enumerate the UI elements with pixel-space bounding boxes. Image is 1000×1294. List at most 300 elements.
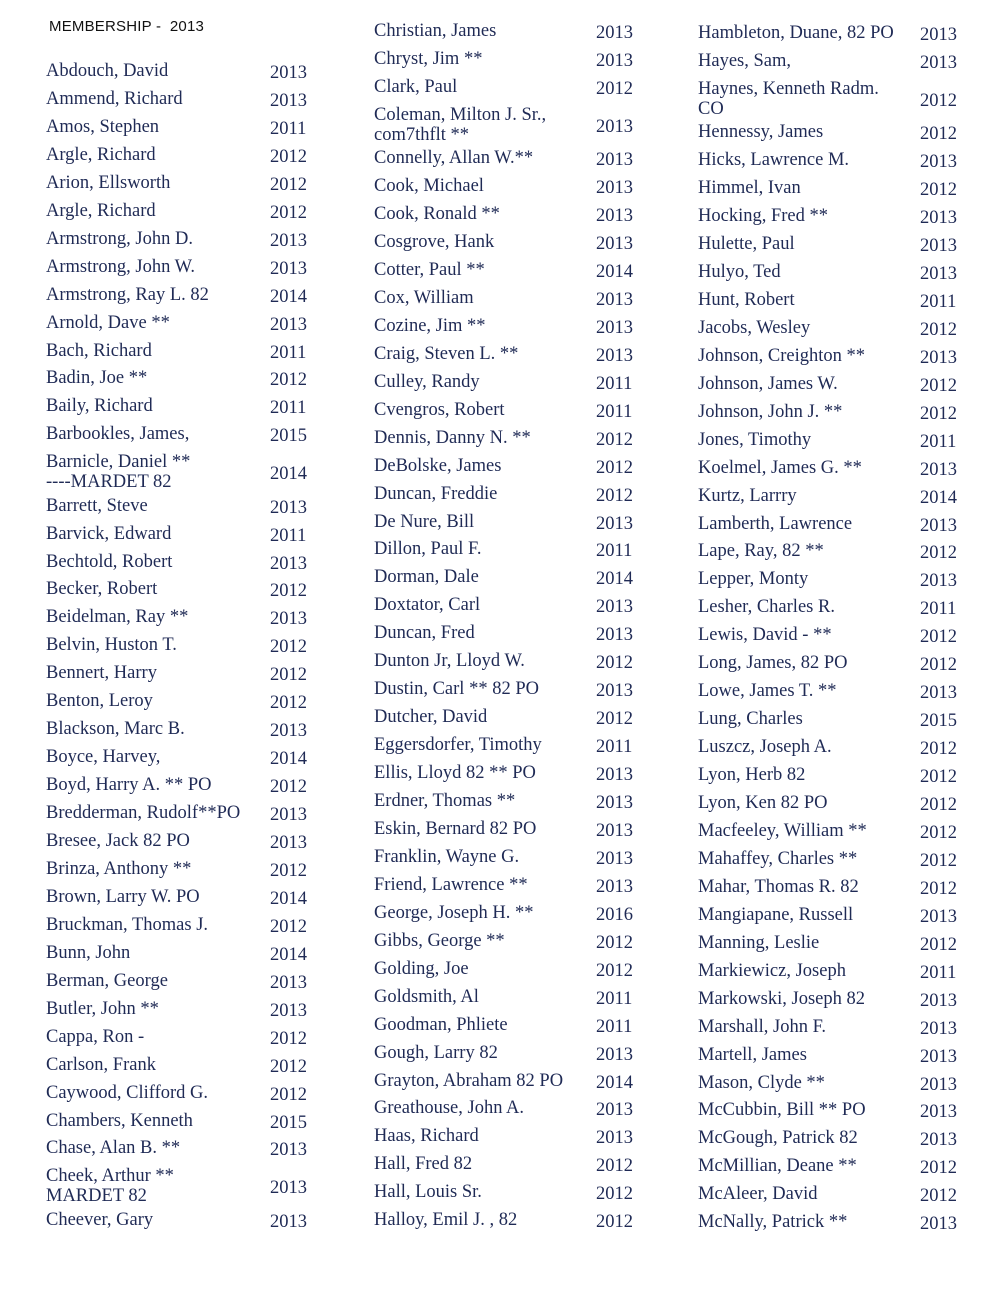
- member-name: Dorman, Dale: [374, 567, 479, 588]
- member-name: Mahaffey, Charles **: [698, 848, 858, 869]
- member-year: 2011: [596, 541, 633, 562]
- member-entry: [46, 774, 320, 802]
- member-year: 2013: [596, 116, 633, 137]
- member-entry: [46, 284, 320, 312]
- member-year: 2014: [596, 1072, 633, 1093]
- member-year: 2012: [270, 637, 307, 658]
- member-year: 2012: [270, 146, 307, 167]
- member-name: Chryst, Jim **: [374, 48, 483, 69]
- member-year: 2013: [270, 314, 307, 335]
- member-entry: [374, 511, 646, 539]
- member-entry: [46, 858, 320, 886]
- member-entry: [698, 289, 970, 317]
- member-name: Clark, Paul: [374, 76, 458, 97]
- member-entry: [46, 886, 320, 914]
- member-year: 2013: [270, 1178, 307, 1199]
- member-year: 2012: [596, 78, 633, 99]
- member-name: Lung, Charles: [698, 709, 803, 730]
- member-name: Long, James, 82 PO: [698, 653, 848, 674]
- member-year: 2013: [920, 236, 957, 257]
- member-year: 2012: [920, 739, 957, 760]
- member-name: Doxtator, Carl: [374, 595, 481, 616]
- member-name: Boyd, Harry A. ** PO: [46, 775, 212, 796]
- member-entry: [46, 340, 320, 368]
- member-year: 2014: [270, 749, 307, 770]
- member-entry: [46, 172, 320, 200]
- member-name: Cotter, Paul **: [374, 259, 485, 280]
- member-year: 2013: [920, 52, 957, 73]
- member-entry: [46, 256, 320, 284]
- member-name: Blackson, Marc B.: [46, 719, 185, 740]
- member-name: Hennessy, James: [698, 122, 824, 143]
- member-entry: [374, 818, 646, 846]
- member-year: 2013: [596, 820, 633, 841]
- member-year: 2013: [596, 876, 633, 897]
- member-year: 2013: [596, 206, 633, 227]
- member-year: 2011: [270, 342, 307, 363]
- member-entry: [46, 495, 320, 523]
- member-name: Cosgrove, Hank: [374, 232, 495, 253]
- member-name: Hunt, Robert: [698, 289, 795, 310]
- member-year: 2015: [270, 1112, 307, 1133]
- member-year: 2012: [270, 581, 307, 602]
- member-name: Armstrong, John D.: [46, 228, 193, 249]
- member-name: Gibbs, George **: [374, 930, 505, 951]
- member-entry: [698, 1127, 970, 1155]
- member-name: Boyce, Harvey,: [46, 747, 161, 768]
- member-entry: [46, 1165, 320, 1207]
- member-name: Luszcz, Joseph A.: [698, 737, 832, 758]
- member-year: 2013: [270, 609, 307, 630]
- member-year: 2013: [596, 317, 633, 338]
- member-entry: [698, 1211, 970, 1239]
- member-year: 2013: [596, 1128, 633, 1149]
- member-entry: [698, 876, 970, 904]
- member-year: 2011: [596, 1016, 633, 1037]
- member-entry: [698, 373, 970, 401]
- member-entry: [46, 802, 320, 830]
- member-entry: [46, 144, 320, 172]
- member-year: 2014: [596, 569, 633, 590]
- member-entry: [46, 718, 320, 746]
- member-year: 2012: [270, 777, 307, 798]
- member-entry: [46, 1137, 320, 1165]
- member-year: 2013: [596, 150, 633, 171]
- member-year: 2012: [596, 429, 633, 450]
- member-year: 2011: [596, 401, 633, 422]
- member-entry: [374, 175, 646, 203]
- member-name: Manning, Leslie: [698, 932, 820, 953]
- member-name: Brinza, Anthony **: [46, 858, 192, 879]
- member-name: Connelly, Allan W.**: [374, 148, 534, 169]
- member-name: Barrett, Steve: [46, 495, 148, 516]
- member-entry: [698, 1155, 970, 1183]
- member-year: 2014: [270, 286, 307, 307]
- member-name: Badin, Joe **: [46, 368, 148, 389]
- member-name: Cheever, Gary: [46, 1209, 154, 1230]
- member-year: 2012: [270, 202, 307, 223]
- member-year: 2012: [270, 860, 307, 881]
- member-name: Cappa, Ron -: [46, 1026, 145, 1047]
- member-entry: [46, 942, 320, 970]
- member-name: McNally, Patrick **: [698, 1212, 848, 1233]
- member-entry: [46, 88, 320, 116]
- member-entry: [374, 986, 646, 1014]
- member-entry: [46, 1209, 320, 1237]
- member-name: DeBolske, James: [374, 455, 502, 476]
- member-name: Jacobs, Wesley: [698, 317, 811, 338]
- member-name: Belvin, Huston T.: [46, 635, 177, 656]
- member-entry: [46, 200, 320, 228]
- member-year: 2013: [596, 178, 633, 199]
- member-entry: [46, 367, 320, 395]
- member-year: 2012: [920, 655, 957, 676]
- member-entry: [698, 568, 970, 596]
- member-entry: [46, 551, 320, 579]
- member-name: Hulyo, Ted: [698, 261, 781, 282]
- member-entry: [46, 606, 320, 634]
- member-year: 2011: [920, 962, 957, 983]
- member-year: 2013: [920, 152, 957, 173]
- member-year: 2013: [270, 230, 307, 251]
- member-entry: [46, 312, 320, 340]
- member-name: Abdouch, David: [46, 61, 169, 81]
- member-name: Lamberth, Lawrence: [698, 513, 853, 534]
- member-year: 2013: [596, 513, 633, 534]
- member-entry: [374, 147, 646, 175]
- member-year: 2014: [270, 888, 307, 909]
- member-year: 2015: [270, 426, 307, 447]
- member-year: 2012: [920, 1158, 957, 1179]
- member-name: Hocking, Fred **: [698, 206, 828, 227]
- member-year: 2011: [920, 431, 957, 452]
- member-name: Lepper, Monty: [698, 569, 809, 590]
- member-year: 2012: [920, 878, 957, 899]
- member-name: McCubbin, Bill ** PO: [698, 1100, 866, 1121]
- member-year: 2013: [596, 23, 633, 43]
- member-entry: [698, 988, 970, 1016]
- member-name: Mason, Clyde **: [698, 1072, 825, 1093]
- member-year: 2012: [920, 767, 957, 788]
- member-name: McAleer, David: [698, 1184, 818, 1205]
- member-entry: [46, 746, 320, 774]
- member-entry: [698, 149, 970, 177]
- member-entry: [46, 1026, 320, 1054]
- member-year: 2014: [596, 261, 633, 282]
- member-name: Markowski, Joseph 82: [698, 988, 866, 1009]
- member-year: 2012: [270, 1028, 307, 1049]
- member-name: McMillian, Deane **: [698, 1156, 857, 1177]
- member-name: Duncan, Fred: [374, 623, 475, 644]
- member-entry: [374, 930, 646, 958]
- member-name: Chase, Alan B. **: [46, 1138, 181, 1159]
- member-year: 2013: [270, 1000, 307, 1021]
- member-name: Lesher, Charles R.: [698, 597, 835, 618]
- member-name: Cheek, Arthur **: [46, 1166, 174, 1187]
- member-entry: [46, 116, 320, 144]
- member-entry: [374, 678, 646, 706]
- member-year: 2013: [270, 805, 307, 826]
- member-year: 2013: [596, 1100, 633, 1121]
- member-entry: [374, 399, 646, 427]
- member-name: Mangiapane, Russell: [698, 904, 854, 925]
- member-year: 2012: [596, 709, 633, 730]
- member-year: 2013: [596, 1044, 633, 1065]
- member-entry: [698, 513, 970, 541]
- member-name: Arion, Ellsworth: [46, 172, 171, 193]
- member-entry: [46, 970, 320, 998]
- member-name: Kurtz, Larrry: [698, 485, 797, 506]
- member-year: 2013: [920, 571, 957, 592]
- member-year: 2012: [920, 1186, 957, 1207]
- member-entry: [46, 690, 320, 718]
- member-year: 2011: [596, 988, 633, 1009]
- member-year: 2013: [596, 345, 633, 366]
- member-entry: [374, 1014, 646, 1042]
- member-name: Gough, Larry 82: [374, 1042, 498, 1063]
- member-entry: [698, 177, 970, 205]
- member-name: Caywood, Clifford G.: [46, 1082, 209, 1103]
- member-entry: [374, 622, 646, 650]
- member-year: 2013: [920, 1130, 957, 1151]
- member-year: 2012: [920, 375, 957, 396]
- member-entry: [698, 708, 970, 736]
- member-entry: [698, 1016, 970, 1044]
- member-year: 2012: [596, 485, 633, 506]
- member-year: 2013: [596, 597, 633, 618]
- member-name: Benton, Leroy: [46, 691, 153, 712]
- member-name: Grayton, Abraham 82 PO: [374, 1070, 564, 1091]
- member-name: Himmel, Ivan: [698, 178, 801, 199]
- member-entry: [374, 427, 646, 455]
- member-name-continued: MARDET 82: [46, 1186, 147, 1207]
- member-name: Argle, Richard: [46, 144, 156, 165]
- member-year: 2013: [596, 681, 633, 702]
- member-name: Golding, Joe: [374, 958, 469, 979]
- member-year: 2013: [920, 1102, 957, 1123]
- member-name: De Nure, Bill: [374, 511, 475, 532]
- member-entry: [698, 429, 970, 457]
- member-year: 2013: [920, 208, 957, 229]
- member-year: 2011: [920, 599, 957, 620]
- member-year: 2013: [920, 990, 957, 1011]
- member-year: 2012: [920, 180, 957, 201]
- member-name: Arnold, Dave **: [46, 312, 170, 333]
- member-name: Bennert, Harry: [46, 663, 157, 684]
- member-entry: [46, 423, 320, 451]
- member-entry: [374, 790, 646, 818]
- member-name: Eggersdorfer, Timothy: [374, 735, 542, 756]
- member-entry: [698, 22, 970, 50]
- member-entry: [374, 20, 646, 48]
- member-year: 2014: [270, 944, 307, 965]
- member-entry: [46, 662, 320, 690]
- member-year: 2012: [920, 90, 957, 111]
- member-entry: [698, 233, 970, 261]
- member-name: Amos, Stephen: [46, 116, 160, 137]
- member-name: Halloy, Emil J. , 82: [374, 1210, 518, 1231]
- member-entry: [374, 1125, 646, 1153]
- member-entry: [374, 734, 646, 762]
- member-name: Armstrong, John W.: [46, 256, 196, 277]
- member-entry: [374, 287, 646, 315]
- member-entry: [698, 736, 970, 764]
- member-entry: [698, 820, 970, 848]
- member-year: 2013: [596, 625, 633, 646]
- member-year: 2011: [270, 398, 307, 419]
- member-name: Koelmel, James G. **: [698, 457, 862, 478]
- member-name-continued: CO: [698, 98, 724, 119]
- page-title: MEMBERSHIP - 2013: [49, 18, 205, 35]
- member-name: Greathouse, John A.: [374, 1098, 525, 1119]
- member-name: Cook, Michael: [374, 176, 484, 197]
- member-year: 2012: [920, 795, 957, 816]
- member-name: Friend, Lawrence **: [374, 874, 528, 895]
- member-year: 2013: [596, 765, 633, 786]
- member-entry: [374, 76, 646, 104]
- member-entry: [46, 395, 320, 423]
- member-name: Craig, Steven L. **: [374, 343, 519, 364]
- member-name: Barvick, Edward: [46, 523, 172, 544]
- member-name: Dustin, Carl ** 82 PO: [374, 679, 539, 700]
- member-name: Martell, James: [698, 1044, 807, 1065]
- member-name: Lyon, Ken 82 PO: [698, 793, 828, 814]
- member-name: Johnson, Creighton **: [698, 345, 866, 366]
- member-entry: [374, 104, 646, 145]
- member-name: Baily, Richard: [46, 396, 153, 417]
- member-year: 2014: [920, 487, 957, 508]
- member-entry: [374, 455, 646, 483]
- member-entry: [46, 523, 320, 551]
- member-name: Dillon, Paul F.: [374, 539, 482, 560]
- member-entry: [698, 596, 970, 624]
- member-entry: [46, 228, 320, 256]
- member-year: 2013: [270, 1211, 307, 1232]
- member-year: 2012: [920, 124, 957, 145]
- member-name: Hicks, Lawrence M.: [698, 150, 850, 171]
- member-year: 2013: [920, 1018, 957, 1039]
- member-year: 2013: [596, 848, 633, 869]
- member-name: Dutcher, David: [374, 707, 488, 728]
- member-year: 2013: [920, 1074, 957, 1095]
- member-entry: [698, 848, 970, 876]
- member-name: Dennis, Danny N. **: [374, 427, 531, 448]
- member-entry: [374, 538, 646, 566]
- member-entry: [46, 634, 320, 662]
- member-year: 2012: [596, 1184, 633, 1205]
- member-name: Franklin, Wayne G.: [374, 846, 520, 867]
- member-entry: [698, 904, 970, 932]
- member-entry: [698, 485, 970, 513]
- member-entry: [698, 121, 970, 149]
- member-name: Bresee, Jack 82 PO: [46, 831, 190, 852]
- member-entry: [698, 680, 970, 708]
- member-year: 2012: [920, 543, 957, 564]
- member-entry: [374, 371, 646, 399]
- member-name: Hulette, Paul: [698, 234, 795, 255]
- member-entry: [374, 958, 646, 986]
- member-entry: [698, 317, 970, 345]
- member-name: Lyon, Herb 82: [698, 765, 806, 786]
- member-year: 2013: [270, 497, 307, 518]
- member-year: 2013: [920, 906, 957, 927]
- member-name: Berman, George: [46, 970, 168, 991]
- member-name: Mahar, Thomas R. 82: [698, 876, 859, 897]
- member-year: 2013: [270, 1140, 307, 1161]
- member-name: Argle, Richard: [46, 200, 156, 221]
- member-name-continued: com7thflt **: [374, 124, 470, 145]
- member-entry: [374, 1070, 646, 1098]
- member-entry: [698, 764, 970, 792]
- member-year: 2011: [596, 737, 633, 758]
- member-entry: [374, 231, 646, 259]
- member-year: 2012: [596, 1156, 633, 1177]
- member-entry: [374, 1153, 646, 1181]
- member-name: Johnson, James W.: [698, 373, 838, 394]
- member-entry: [698, 78, 970, 119]
- member-entry: [698, 652, 970, 680]
- member-year: 2016: [596, 904, 633, 925]
- member-name: Bach, Richard: [46, 340, 152, 361]
- member-entry: [374, 650, 646, 678]
- member-year: 2012: [596, 1212, 633, 1233]
- member-name: Christian, James: [374, 21, 497, 41]
- member-year: 2013: [596, 234, 633, 255]
- member-entry: [374, 1042, 646, 1070]
- member-entry: [698, 624, 970, 652]
- member-name: Hambleton, Duane, 82 PO: [698, 23, 894, 43]
- member-name: Becker, Robert: [46, 579, 158, 600]
- member-name: Bunn, John: [46, 942, 131, 963]
- member-name: Lape, Ray, 82 **: [698, 541, 824, 562]
- member-year: 2012: [920, 627, 957, 648]
- member-year: 2013: [270, 553, 307, 574]
- member-name: Barbookles, James,: [46, 424, 190, 445]
- member-name: Armstrong, Ray L. 82: [46, 284, 209, 305]
- member-entry: [374, 1097, 646, 1125]
- member-year: 2013: [920, 1214, 957, 1235]
- member-name: Cook, Ronald **: [374, 204, 500, 225]
- member-year: 2012: [270, 370, 307, 391]
- member-entry: [46, 1082, 320, 1110]
- member-name: Jones, Timothy: [698, 429, 812, 450]
- member-entry: [374, 315, 646, 343]
- member-year: 2012: [596, 457, 633, 478]
- member-year: 2012: [920, 822, 957, 843]
- member-entry: [698, 205, 970, 233]
- member-name: Beidelman, Ray **: [46, 607, 189, 628]
- member-entry: [698, 457, 970, 485]
- member-year: 2013: [270, 833, 307, 854]
- member-name: Ammend, Richard: [46, 88, 183, 109]
- member-name: Butler, John **: [46, 998, 159, 1019]
- member-entry: [698, 261, 970, 289]
- member-year: 2013: [920, 25, 957, 45]
- member-entry: [374, 259, 646, 287]
- member-entry: [698, 792, 970, 820]
- member-name: Chambers, Kenneth: [46, 1110, 193, 1131]
- member-year: 2013: [596, 793, 633, 814]
- member-name: Lewis, David - **: [698, 625, 832, 646]
- member-year: 2012: [920, 319, 957, 340]
- member-name: Macfeeley, William **: [698, 820, 867, 841]
- member-entry: [698, 932, 970, 960]
- member-name: Duncan, Freddie: [374, 483, 498, 504]
- member-name: Hall, Fred 82: [374, 1154, 473, 1175]
- member-year: 2012: [270, 174, 307, 195]
- member-year: 2014: [270, 464, 307, 485]
- member-year: 2013: [920, 683, 957, 704]
